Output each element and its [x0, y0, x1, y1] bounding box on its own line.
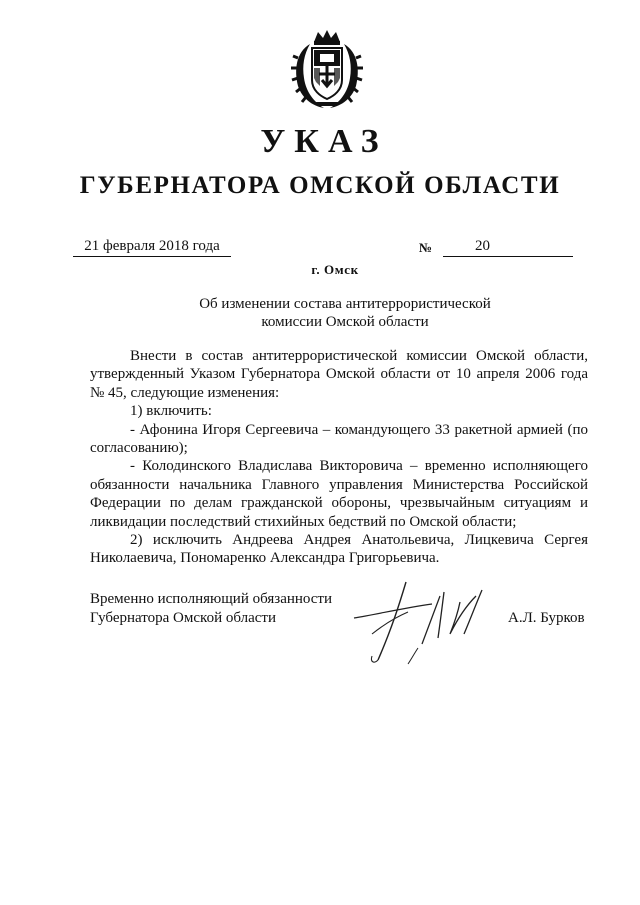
document-number-label: №	[419, 240, 433, 255]
subject-line-1: Об изменении состава антитеррористической	[199, 296, 491, 312]
signatory-position-line-2: Губернатора Омской области	[90, 609, 276, 626]
document-city: г. Омск	[311, 262, 359, 277]
body-item-1: 1) включить:	[130, 403, 212, 420]
coat-of-arms-emblem	[290, 28, 364, 112]
document-issuer: ГУБЕРНАТОРА ОМСКОЙ ОБЛАСТИ	[79, 172, 561, 199]
handwritten-signature	[348, 578, 498, 670]
signatory-name: А.Л. Бурков	[508, 610, 585, 626]
document-body	[90, 347, 588, 568]
document-title: УКАЗ	[260, 123, 388, 160]
document-date: 21 февраля 2018 года	[73, 236, 231, 257]
body-item-1a: - Афонина Игоря Сергеевича – командующего 33 ракетной армией (по согласованию);	[90, 421, 588, 457]
signatory-position-line-1: Временно исполняющий обязанности	[90, 591, 333, 607]
body-item-1b: - Колодинского Владислава Викторовича – временно исполняющего обязанности начальника Главного управления Министерства Российской Федерации по делам гражданской обороны, чрезвычайным ситуациям и ликвидации последствий стихийных бедствий по Омской области;	[90, 458, 588, 530]
document-subject	[0, 295, 640, 331]
subject-line-2: комиссии Омской области	[261, 314, 429, 330]
body-intro: Внести в состав антитеррористической комиссии Омской области, утвержденный Указом Губернатора Омской области от 10 апреля 2006 года № 45, следующие изменения:	[90, 348, 588, 401]
body-item-2: 2) исключить Андреева Андрея Анатольевича, Лицкевича Сергея Николаевича, Пономаренко Александра Григорьевича.	[90, 532, 588, 567]
signatory-position	[90, 590, 332, 627]
document-number: 20	[443, 236, 573, 257]
